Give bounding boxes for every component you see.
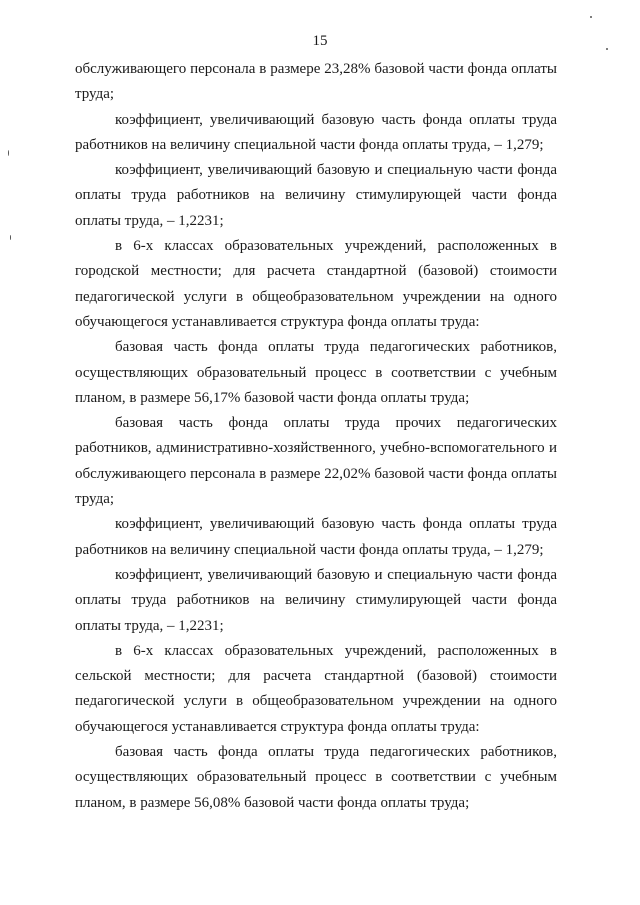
text-line: коэффициент, увеличивающий базовую и специальную части фонда (115, 566, 557, 583)
text-line: обслуживающего персонала в размере 22,02% базовой части фонда оплаты (75, 465, 557, 482)
text-line: работников на величину специальной части фонда оплаты труда, – 1,279; (75, 136, 544, 153)
text-line: педагогической услуги в общеобразовательном учреждении на одного (75, 693, 557, 710)
text-line: в 6-х классах образовательных учреждений, расположенных в (115, 642, 557, 659)
scan-speck (10, 235, 11, 240)
text-line: планом, в размере 56,17% базовой части фонда оплаты труда; (75, 389, 470, 406)
text-line: работников, административно-хозяйственного, учебно-вспомогательного и (75, 440, 557, 457)
text-line: оплаты труда, – 1,2231; (75, 617, 224, 634)
text-line: базовая часть фонда оплаты труда прочих педагогических (115, 415, 557, 432)
text-line: осуществляющих образовательный процесс в соответствии с учебным (75, 364, 557, 381)
text-line: осуществляющих образовательный процесс в соответствии с учебным (75, 769, 557, 786)
text-line: обучающегося устанавливается структура фонда оплаты труда: (75, 718, 480, 735)
text-line: коэффициент, увеличивающий базовую часть фонда оплаты труда (115, 111, 557, 128)
document-body (75, 57, 557, 816)
text-line: труда; (75, 86, 115, 103)
text-line: базовая часть фонда оплаты труда педагогических работников, (115, 744, 557, 761)
scan-speck (606, 48, 608, 50)
text-line: базовая часть фонда оплаты труда педагогических работников, (115, 339, 557, 356)
text-line: педагогической услуги в общеобразовательном учреждении на одного (75, 288, 557, 305)
text-line: оплаты труда, – 1,2231; (75, 212, 224, 229)
text-line: оплаты труда работников на величину стимулирующей части фонда (75, 592, 557, 609)
text-line: планом, в размере 56,08% базовой части фонда оплаты труда; (75, 794, 470, 811)
text-line: коэффициент, увеличивающий базовую часть фонда оплаты труда (115, 516, 557, 533)
text-line: работников на величину специальной части фонда оплаты труда, – 1,279; (75, 541, 544, 558)
text-line: оплаты труда работников на величину стимулирующей части фонда (75, 187, 557, 204)
scan-speck (590, 16, 592, 18)
scan-speck (8, 150, 9, 156)
text-line: обслуживающего персонала в размере 23,28% базовой части фонда оплаты (75, 61, 557, 77)
text-line: коэффициент, увеличивающий базовую и специальную части фонда (115, 162, 557, 179)
text-line: труда; (75, 491, 115, 508)
text-line: городской местности; для расчета стандартной (базовой) стоимости (75, 263, 557, 280)
text-line: сельской местности; для расчета стандартной (базовой) стоимости (75, 668, 557, 685)
page-number: 15 (312, 33, 328, 49)
text-line: в 6-х классах образовательных учреждений, расположенных в (115, 238, 557, 255)
text-line: обучающегося устанавливается структура фонда оплаты труда: (75, 313, 480, 330)
